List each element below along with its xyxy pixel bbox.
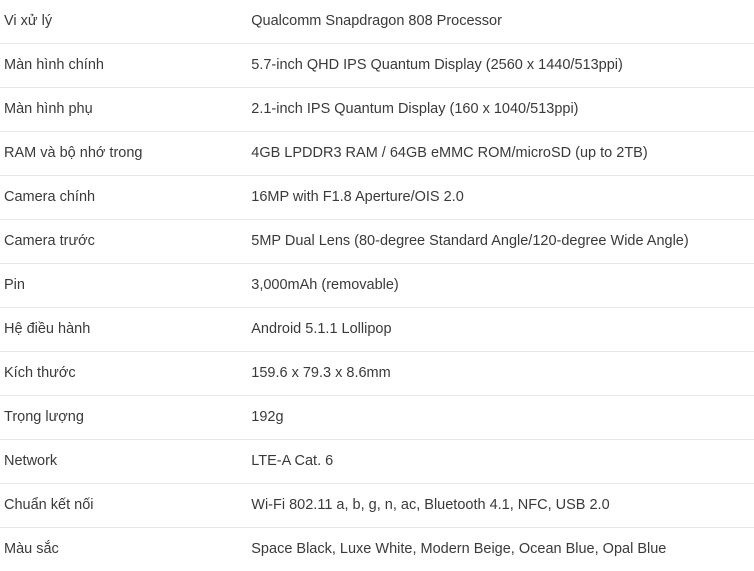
table-row: [0, 264, 754, 308]
spec-label: Màn hình phụ: [4, 101, 93, 118]
spec-value: 159.6 x 79.3 x 8.6mm: [251, 365, 391, 382]
spec-label: Trọng lượng: [4, 409, 84, 426]
table-row: [0, 44, 754, 88]
spec-value: 3,000mAh (removable): [251, 277, 399, 294]
spec-value: Space Black, Luxe White, Modern Beige, Ocean Blue, Opal Blue: [251, 541, 667, 558]
spec-label: Vi xử lý: [4, 13, 53, 29]
spec-value: LTE-A Cat. 6: [251, 453, 334, 470]
table-row: [0, 484, 754, 528]
spec-label: Network: [4, 453, 58, 470]
table-row: [0, 352, 754, 396]
spec-label: Pin: [4, 277, 25, 294]
spec-value: 16MP with F1.8 Aperture/OIS 2.0: [251, 189, 464, 206]
spec-value: Wi-Fi 802.11 a, b, g, n, ac, Bluetooth 4.1, NFC, USB 2.0: [251, 497, 610, 514]
table-row: [0, 528, 754, 571]
spec-label: Màn hình chính: [4, 57, 104, 74]
table-row: [0, 308, 754, 352]
table-row: [0, 0, 754, 44]
spec-value: 5.7-inch QHD IPS Quantum Display (2560 x 1440/513ppi): [251, 57, 623, 74]
table-row: [0, 440, 754, 484]
spec-value: 5MP Dual Lens (80-degree Standard Angle/120-degree Wide Angle): [251, 233, 689, 250]
spec-label: RAM và bộ nhớ trong: [4, 145, 143, 162]
spec-value: Qualcomm Snapdragon 808 Processor: [251, 13, 502, 29]
spec-value: 2.1-inch IPS Quantum Display (160 x 1040/513ppi): [251, 101, 579, 118]
table-row: [0, 220, 754, 264]
spec-label: Camera trước: [4, 233, 95, 250]
spec-label: Camera chính: [4, 189, 96, 206]
spec-value: 4GB LPDDR3 RAM / 64GB eMMC ROM/microSD (up to 2TB): [251, 145, 648, 162]
spec-label: Hệ điều hành: [4, 321, 91, 338]
table-row: [0, 176, 754, 220]
table-row: [0, 396, 754, 440]
spec-label: Kích thước: [4, 365, 76, 382]
spec-value: 192g: [251, 409, 284, 426]
table-row: [0, 132, 754, 176]
spec-value: Android 5.1.1 Lollipop: [251, 321, 392, 338]
spec-label: Chuẩn kết nối: [4, 497, 94, 514]
spec-label: Màu sắc: [4, 541, 59, 558]
table-row: [0, 88, 754, 132]
